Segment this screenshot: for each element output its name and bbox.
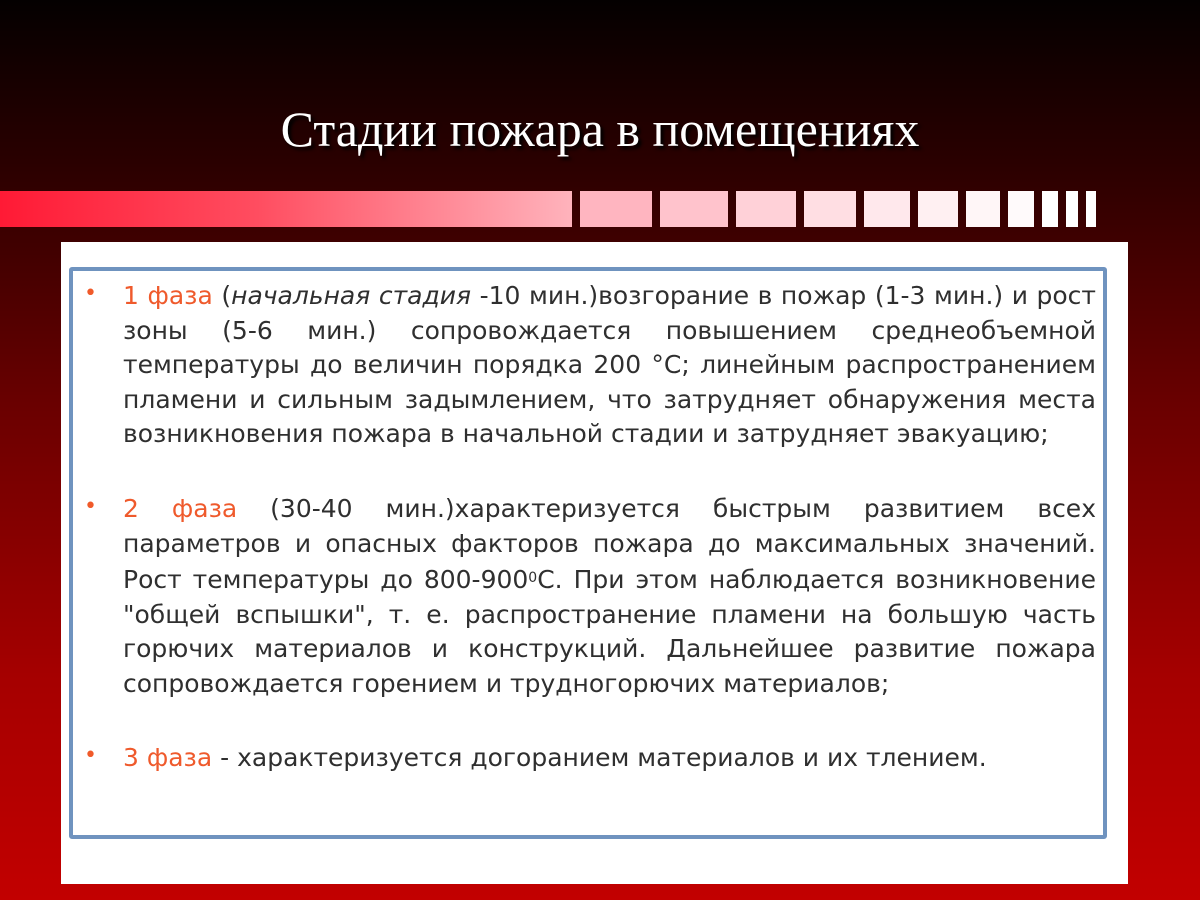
bullet-1: • <box>84 281 97 306</box>
decorative-stripe <box>0 191 1200 227</box>
phase-1-item <box>123 279 1096 452</box>
stripe-block <box>918 191 958 227</box>
stripe-block <box>1008 191 1034 227</box>
stripe-gradient-bar <box>0 191 572 227</box>
stripe-block <box>580 191 652 227</box>
phase-1-paren: ( <box>212 281 232 310</box>
phase-3-item <box>123 741 1096 776</box>
stripe-block <box>1042 191 1058 227</box>
phase-1-italic: начальная стадия <box>231 281 472 310</box>
bullet-3: • <box>84 743 97 768</box>
phase-3-text: - характеризуется догоранием материалов и их тлением. <box>212 743 987 772</box>
stripe-block <box>1086 191 1096 227</box>
phase-2-superscript: 0 <box>528 570 538 586</box>
phase-2-label: 2 фаза <box>123 494 238 523</box>
phase-1-label: 1 фаза <box>123 281 213 310</box>
bullet-2: • <box>84 494 97 519</box>
phase-3-label: 3 фаза <box>123 743 213 772</box>
phase-1-text: -10 мин.)возгорание в пожар (1-3 мин.) и рост зоны (5-6 мин.) сопровождается повышением среднеобъемной температуры до величин порядка 200 °С; линейным распространением пламени и сильным задымлением, что затрудняет обнаружения места возникновения пожара в начальной стадии и затрудняет эвакуацию; <box>123 281 1096 448</box>
stripe-block <box>804 191 856 227</box>
phase-2-text-before: (30-40 мин.)характеризуется быстрым развитием всех параметров и опасных факторов пожара до максимальных значений. Рост температуры до 800-900 <box>123 494 1096 594</box>
stripe-block <box>660 191 728 227</box>
slide-title: Стадии пожара в помещениях <box>280 101 920 157</box>
phase-2-text-after: С. При этом наблюдается возникновение "общей вспышки", т. е. распространение пламени на большую часть горючих материалов и конструкций. Дальнейшее развитие пожара сопровождается горением и трудногорючих материалов; <box>123 565 1096 698</box>
stripe-block <box>1066 191 1078 227</box>
phase-2-item <box>123 492 1096 701</box>
stripe-block <box>966 191 1000 227</box>
stripe-block <box>736 191 796 227</box>
stripe-block <box>864 191 910 227</box>
